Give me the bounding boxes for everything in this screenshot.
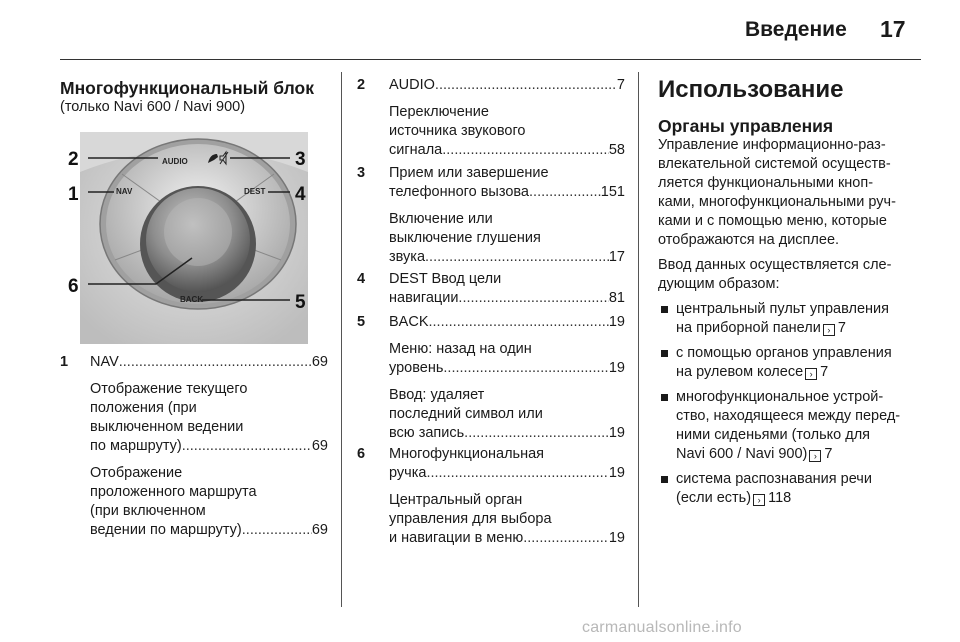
page-number: 17 [880, 16, 906, 42]
page-ref: 151 [600, 184, 625, 200]
text-line: Ввод данных осуществляется сле- [658, 257, 892, 273]
entry-text: ведении по маршруту) [90, 522, 242, 538]
bullet-item [658, 470, 924, 508]
page-ref-icon: › [753, 494, 765, 506]
header-rule [60, 59, 921, 60]
legend-number: 3 [357, 165, 366, 181]
page-ref: 17 [608, 249, 625, 265]
page-ref: 19 [608, 465, 625, 481]
entry-text: всю запись [389, 425, 465, 441]
entry-text: и навигации в меню [389, 530, 524, 546]
page-ref: 19 [608, 530, 625, 546]
page-ref-icon: › [823, 324, 835, 336]
legend-number: 2 [357, 77, 366, 93]
callout-1: 1 [68, 184, 79, 205]
entry-text: ручка [389, 465, 427, 481]
entry-text: Многофункциональная [389, 446, 545, 462]
entry-text: выключенном ведении [90, 419, 244, 435]
nav-button-label: NAV [116, 187, 133, 196]
page-ref: 118 [768, 490, 792, 506]
legend-number: 5 [357, 314, 366, 330]
entry-text: Центральный орган [389, 492, 523, 508]
text-line: на рулевом колесе [676, 364, 804, 380]
text-line: центральный пульт управления [676, 301, 889, 317]
watermark: carmanualsonline.info [582, 619, 742, 636]
entry-text: (при включенном [90, 503, 206, 519]
bullet-square-icon [661, 306, 668, 313]
page-ref: 69 [311, 522, 328, 538]
entry-text: AUDIO [389, 77, 435, 93]
text-line: многофункциональное устрой- [676, 389, 884, 405]
entry-text: Включение или [389, 211, 493, 227]
entry-text: BACK [389, 314, 429, 330]
section-title: Многофункциональный блок [60, 78, 314, 98]
control-unit-photo [60, 132, 328, 344]
entry-text: выключение глушения [389, 230, 541, 246]
text-line: ство, находящееся между перед- [676, 408, 901, 424]
text-line: Управление информационно-раз- [658, 137, 886, 153]
entry-text: сигнала [389, 142, 443, 158]
callout-4: 4 [295, 184, 306, 205]
text-line: отображаются на дисплее. [658, 232, 840, 248]
section-subtitle: (только Navi 600 / Navi 900) [60, 99, 246, 115]
text-line: система распознавания речи [676, 471, 872, 487]
text-line: Navi 600 / Navi 900) [676, 446, 808, 462]
page-ref: 19 [608, 314, 625, 330]
back-button-label: BACK [180, 295, 204, 304]
text-line: ляется функциональными кноп- [658, 175, 874, 191]
page-ref-icon: › [809, 450, 821, 462]
entry-text: Ввод: удаляет [389, 387, 485, 403]
legend-number: 4 [357, 271, 366, 287]
text-line: ками, многофункциональными руч- [658, 194, 896, 210]
page-ref: 7 [837, 320, 846, 336]
page-ref: 7 [824, 446, 833, 462]
entry-text: Отображение текущего [90, 381, 248, 397]
usage-paragraph-1 [658, 136, 924, 250]
page-ref: 58 [608, 142, 625, 158]
dest-button-label: DEST [244, 187, 266, 196]
page-ref-icon: › [805, 368, 817, 380]
text-line: дующим образом: [658, 276, 780, 292]
page-ref: 81 [608, 290, 625, 306]
entry-text: NAV [90, 354, 119, 370]
bullet-square-icon [661, 394, 668, 401]
text-line: с помощью органов управления [676, 345, 892, 361]
column-divider-2 [638, 72, 639, 607]
callout-6: 6 [68, 276, 79, 297]
entry-text: Отображение [90, 465, 183, 481]
page-ref: 19 [608, 360, 625, 376]
entry-text: Прием или завершение [389, 165, 549, 181]
callout-2: 2 [68, 149, 79, 170]
legend-number: 1 [60, 354, 69, 370]
audio-button-label: AUDIO [162, 157, 188, 166]
text-line: ними сиденьями (только для [676, 427, 871, 443]
usage-section [658, 76, 924, 514]
text-line: влекательной системой осуществ- [658, 156, 891, 172]
bullet-item [658, 388, 924, 464]
entry-text: уровень [389, 360, 444, 376]
entry-text: по маршруту) [90, 438, 182, 454]
page-ref: 7 [820, 364, 829, 380]
legend-number: 6 [357, 446, 366, 462]
page-ref: 19 [608, 425, 625, 441]
entry-text: телефонного вызова [389, 184, 530, 200]
usage-subtitle: Органы управления [658, 116, 834, 136]
entry-text: Переключение [389, 104, 489, 120]
entry-text: положения (при [90, 400, 197, 416]
callout-3: 3 [295, 149, 306, 170]
entry-text: звука [389, 249, 426, 265]
bullet-square-icon [661, 350, 668, 357]
column-divider-1 [341, 72, 342, 607]
usage-paragraph-2 [658, 256, 924, 294]
entry-text: последний символ или [389, 406, 543, 422]
entry-text: DEST Ввод цели [389, 271, 502, 287]
entry-text: проложенного маршрута [90, 484, 257, 500]
text-line: (если есть) [676, 490, 752, 506]
usage-title: Использование [658, 76, 844, 103]
callout-5: 5 [295, 292, 306, 313]
chapter-title: Введение [745, 18, 847, 41]
entry-text: управления для выбора [389, 511, 552, 527]
bullet-square-icon [661, 476, 668, 483]
page-ref: 69 [311, 354, 328, 370]
entry-text: источника звукового [389, 123, 526, 139]
bullet-item [658, 344, 924, 382]
page-ref: 7 [616, 77, 625, 93]
bullet-item [658, 300, 924, 338]
text-line: на приборной панели [676, 320, 821, 336]
page-ref: 69 [311, 438, 328, 454]
entry-text: Меню: назад на один [389, 341, 532, 357]
text-line: ками и с помощью меню, которые [658, 213, 887, 229]
section-heading [60, 78, 328, 117]
entry-text: навигации [389, 290, 459, 306]
